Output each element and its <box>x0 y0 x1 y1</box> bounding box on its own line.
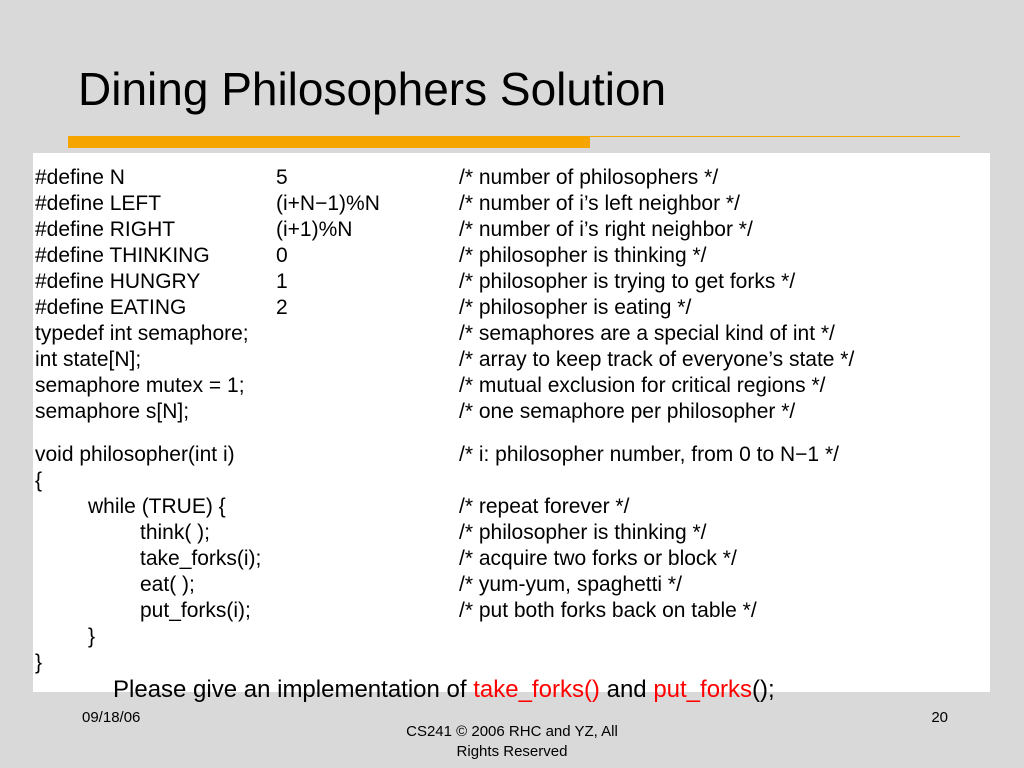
code-text: #define THINKING <box>35 244 210 267</box>
code-text: #define EATING <box>35 296 187 319</box>
question-prefix: Please give an implementation of <box>113 676 474 703</box>
code-line <box>33 399 990 425</box>
question-middle: and <box>599 676 654 703</box>
code-comment: /* put both forks back on table */ <box>459 599 757 622</box>
code-line <box>33 347 990 373</box>
code-text: semaphore mutex = 1; <box>35 374 245 397</box>
open-brace: { <box>35 469 43 492</box>
code-value: 5 <box>276 166 288 189</box>
footer-date: 09/18/06 <box>82 709 141 726</box>
code-value: 1 <box>276 270 288 293</box>
code-text: #define RIGHT <box>35 218 176 241</box>
code-comment: /* number of i’s left neighbor */ <box>459 192 740 215</box>
page-number: 20 <box>931 709 948 726</box>
question-text <box>113 675 775 705</box>
code-panel <box>33 153 990 692</box>
code-text: #define HUNGRY <box>35 270 201 293</box>
code-comment: /* number of philosophers */ <box>459 166 719 189</box>
footer-credit-line2: Rights Reserved <box>456 743 568 760</box>
code-text: think( ); <box>140 521 211 544</box>
code-line <box>33 191 990 217</box>
code-line <box>33 442 990 468</box>
footer-credit <box>362 722 662 762</box>
code-comment: /* philosopher is eating */ <box>459 296 692 319</box>
code-line <box>33 624 990 650</box>
code-line <box>33 295 990 321</box>
code-comment: /* acquire two forks or block */ <box>459 547 737 570</box>
code-line <box>33 269 990 295</box>
code-comment: /* philosopher is thinking */ <box>459 521 707 544</box>
function-signature: void philosopher(int i) <box>35 443 235 466</box>
code-line <box>33 546 990 572</box>
code-text: eat( ); <box>140 573 195 596</box>
title-underline-thin <box>590 136 960 137</box>
code-comment: /* array to keep track of everyone’s state */ <box>459 348 855 371</box>
loop-statement: while (TRUE) { <box>88 495 226 518</box>
code-line <box>33 243 990 269</box>
code-comment: /* i: philosopher number, from 0 to N−1 */ <box>459 443 839 466</box>
loop-close-brace: } <box>88 625 96 648</box>
take-forks-highlight: take_forks() <box>473 676 600 703</box>
code-text: put_forks(i); <box>140 599 251 622</box>
code-line <box>33 494 990 520</box>
code-text: #define N <box>35 166 125 189</box>
code-value: (i+N−1)%N <box>276 192 380 215</box>
code-line <box>33 598 990 624</box>
slide-title: Dining Philosophers Solution <box>78 63 667 115</box>
close-brace: } <box>35 651 43 674</box>
code-comment: /* philosopher is thinking */ <box>459 244 707 267</box>
code-comment: /* repeat forever */ <box>459 495 630 518</box>
question-suffix: (); <box>752 676 775 703</box>
code-value: 2 <box>276 296 288 319</box>
code-value: 0 <box>276 244 288 267</box>
code-line <box>33 468 990 494</box>
code-comment: /* one semaphore per philosopher */ <box>459 400 796 423</box>
code-text: take_forks(i); <box>140 547 262 570</box>
code-line <box>33 572 990 598</box>
code-line <box>33 321 990 347</box>
code-comment: /* yum-yum, spaghetti */ <box>459 573 682 596</box>
code-text: typedef int semaphore; <box>35 322 249 345</box>
code-text: semaphore s[N]; <box>35 400 190 423</box>
code-comment: /* semaphores are a special kind of int */ <box>459 322 835 345</box>
footer-credit-line1: CS241 © 2006 RHC and YZ, All <box>406 723 618 740</box>
code-line <box>33 217 990 243</box>
code-line <box>33 650 990 676</box>
code-comment: /* philosopher is trying to get forks */ <box>459 270 796 293</box>
code-text: #define LEFT <box>35 192 162 215</box>
code-comment: /* mutual exclusion for critical regions */ <box>459 374 826 397</box>
code-value: (i+1)%N <box>276 218 353 241</box>
title-underline-thick <box>68 136 590 148</box>
code-line <box>33 520 990 546</box>
code-line <box>33 373 990 399</box>
code-text: int state[N]; <box>35 348 142 371</box>
code-comment: /* number of i’s right neighbor */ <box>459 218 753 241</box>
code-line <box>33 165 990 191</box>
put-forks-highlight: put_forks <box>653 676 753 703</box>
